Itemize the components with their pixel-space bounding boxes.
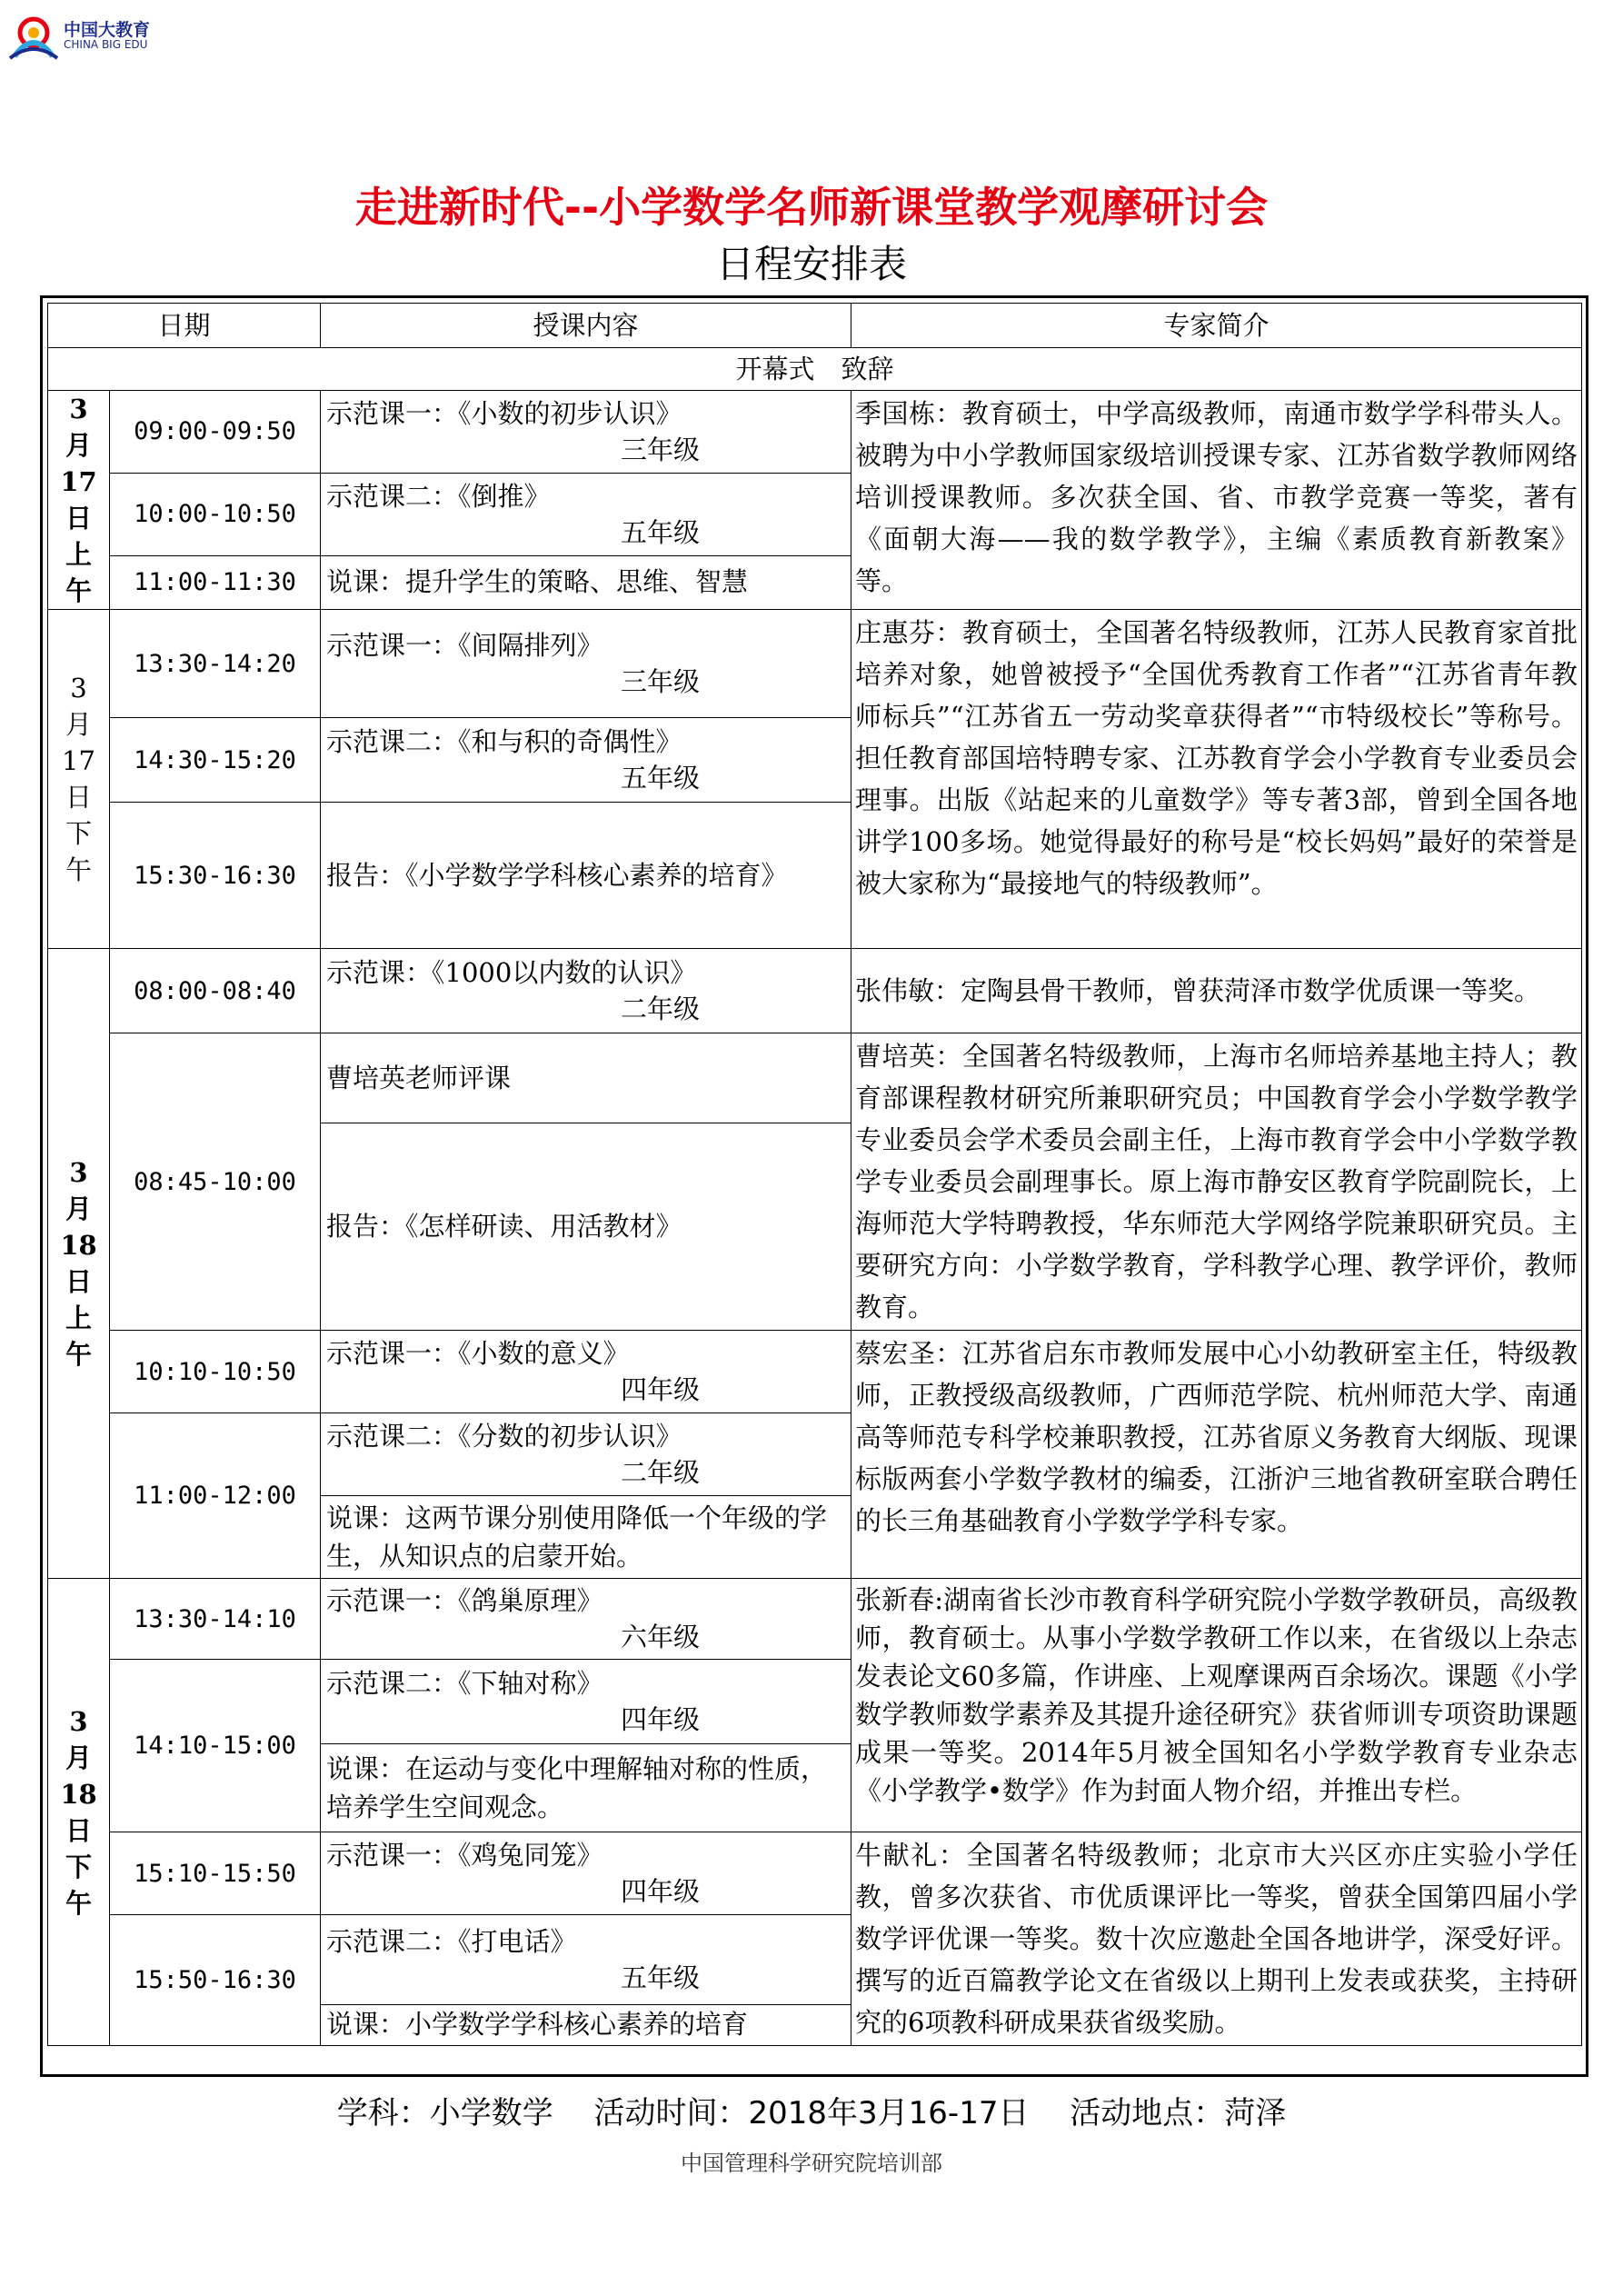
logo-cn-text: 中国大教育 [64,20,151,40]
lesson-title: 示范课二：《打电话》 [326,1925,577,1957]
lesson-title: 示范课二：《和与积的奇偶性》 [326,726,682,757]
session-time: 10:00-10:50 [110,473,321,555]
session-time: 15:30-16:30 [110,803,321,949]
table-row [48,1832,1582,1915]
lesson-title: 报告：《怎样研读、用活教材》 [321,1123,851,1331]
lesson-grade: 二年级 [621,1457,701,1488]
opening-ceremony: 开幕式 致辞 [48,348,1582,391]
lesson-title: 示范课一：《小数的初步认识》 [326,397,682,429]
expert-bio: 张伟敏：定陶县骨干教师，曾获菏泽市数学优质课一等奖。 [851,949,1582,1033]
lesson-cell [321,610,851,718]
lesson-title: 曹培英老师评课 [321,1033,851,1123]
lesson-title: 示范课一：《鸡兔同笼》 [326,1840,603,1871]
lesson-grade: 六年级 [621,1622,701,1652]
table-row [48,1579,1582,1660]
session-date: 3 月 18 日 上 午 [48,949,110,1579]
schedule-table [47,303,1582,2046]
session-time: 15:50-16:30 [110,1915,321,2046]
lesson-grade: 三年级 [621,666,701,697]
lesson-cell [321,1579,851,1660]
lesson-cell [321,1413,851,1496]
table-row [48,610,1582,718]
lesson-grade: 四年级 [621,1704,701,1735]
lesson-title: 示范课一：《间隔排列》 [326,630,603,661]
lesson-grade: 五年级 [621,516,701,548]
expert-bio: 牛献礼：全国著名特级教师；北京市大兴区亦庄实验小学任教，曾多次获省、市优质课评比一等奖，曾获全国第四届小学数学评优课一等奖。数十次应邀赴全国各地讲学，深受好评。撰写的近百篇教学论文在省级以上期刊上发表或获奖，主持研究的6项教科研成果获省级奖励。 [851,1832,1582,2046]
lesson-cell [321,1915,851,2005]
expert-bio: 蔡宏圣：江苏省启东市教师发展中心小幼教研室主任，特级教师，正教授级高级教师，广西师范学院、杭州师范大学、南通高等师范专科学校兼职教授，江苏省原义务教育大纲版、现课标版两套小学数学教材的编委，江浙沪三地省教研室联合聘任的长三角基础教育小学数学学科专家。 [851,1331,1582,1579]
lesson-cell [321,1660,851,1744]
page-title: 走进新时代--小学数学名师新课堂教学观摩研讨会 [354,183,1269,232]
opening-row [48,348,1582,391]
expert-bio: 张新春:湖南省长沙市教育科学研究院小学数学教研员，高级教师，教育硕士。从事小学数学教研工作以来，在省级以上杂志发表论文60多篇，作讲座、上观摩课两百余场次。课题《小学数学教师数学素养及其提升途径研究》获省师训专项资助课题成果一等奖。2014年5月被全国知名小学数学教育专业杂志《小学教学•数学》作为封面人物介绍，并推出专栏。 [851,1579,1582,1832]
session-time: 08:00-08:40 [110,949,321,1033]
lesson-title: 说课：提升学生的策略、思维、智慧 [321,555,851,609]
session-time: 13:30-14:10 [110,1579,321,1660]
lesson-cell [321,391,851,474]
lesson-grade: 三年级 [621,434,701,465]
session-time: 09:00-09:50 [110,391,321,474]
spacer-cell [321,2045,851,2046]
session-time: 13:30-14:20 [110,610,321,718]
lesson-cell [321,1331,851,1413]
lesson-title: 说课：小学数学学科核心素养的培育 [321,2004,851,2045]
session-time: 15:10-15:50 [110,1832,321,1915]
lesson-title: 示范课二：《下轴对称》 [326,1668,603,1699]
session-time: 11:00-11:30 [110,555,321,609]
table-row [48,949,1582,1033]
lesson-title: 示范课二：《分数的初步认识》 [326,1421,682,1452]
lesson-grade: 五年级 [621,763,701,794]
logo-en-text: CHINA BIG EDU [64,38,148,51]
expert-bio: 季国栋：教育硕士，中学高级教师，南通市数学学科带头人。被聘为中小学教师国家级培训授课专家、江苏省数学教师网络培训授课教师。多次获全国、省、市教学竞赛一等奖，著有《面朝大海——我的数学教学》，主编《素质教育新教案》等。 [851,391,1582,610]
lesson-grade: 四年级 [621,1876,701,1907]
expert-bio: 曹培英：全国著名特级教师，上海市名师培养基地主持人；教育部课程教材研究所兼职研究员；中国教育学会小学数学教学专业委员会学术委员会副主任，上海市教育学会中小学数学教学专业委员会副理事长。原上海市静安区教育学院副院长，上海师范大学特聘教授，华东师范大学网络学院兼职研究员。主要研究方向：小学数学教育，学科教学心理、教学评价，教师教育。 [851,1033,1582,1331]
header-row [48,304,1582,348]
header-date: 日期 [48,304,321,348]
lesson-cell [321,473,851,555]
logo-icon [7,13,60,60]
session-date: 3 月 17 日 下 午 [48,610,110,949]
lesson-title: 示范课一：《小数的意义》 [326,1338,630,1369]
session-date: 3 月 17 日 上 午 [48,391,110,610]
header-content: 授课内容 [321,304,851,348]
lesson-grade: 二年级 [621,993,701,1024]
lesson-title: 说课：这两节课分别使用降低一个年级的学生，从知识点的启蒙开始。 [321,1496,851,1579]
lesson-title: 示范课一：《鸽巢原理》 [326,1585,603,1616]
lesson-title: 报告：《小学数学学科核心素养的培育》 [321,803,851,949]
lesson-grade: 四年级 [621,1374,701,1405]
session-time: 08:45-10:00 [110,1033,321,1331]
table-row [48,391,1582,474]
header-expert: 专家简介 [851,304,1582,348]
page-subtitle: 日程安排表 [715,242,907,286]
logo [7,13,207,58]
session-time: 10:10-10:50 [110,1331,321,1413]
expert-bio: 庄惠芬：教育硕士，全国著名特级教师，江苏人民教育家首批培养对象，她曾被授予“全国优秀教育工作者”“江苏省青年教师标兵”“江苏省五一劳动奖章获得者”“市特级校长”等称号。担任教育部国培特聘专家、江苏教育学会小学教育专业委员会理事。出版《站起来的儿童数学》等专著3部，曾到全国各地讲学100多场。她觉得最好的称号是“校长妈妈”最好的荣誉是被大家称为“最接地气的特级教师”。 [851,610,1582,949]
lesson-cell [321,949,851,1033]
session-time: 11:00-12:00 [110,1413,321,1579]
session-time: 14:10-15:00 [110,1660,321,1832]
session-date: 3 月 18 日 下 午 [48,1579,110,2046]
lesson-title: 示范课：《1000以内数的认识》 [326,957,697,988]
session-time: 14:30-15:20 [110,718,321,803]
lesson-title: 示范课二：《倒推》 [326,480,551,512]
lesson-cell [321,1832,851,1915]
lesson-cell [321,718,851,803]
footer-info: 学科：小学数学 活动时间：2018年3月16-17日 活动地点：菏泽 [336,2095,1287,2131]
organization-name: 中国管理科学研究院培训部 [681,2151,942,2176]
table-row [48,1331,1582,1413]
lesson-grade: 五年级 [621,1962,701,1993]
lesson-title: 说课：在运动与变化中理解轴对称的性质，培养学生空间观念。 [321,1744,851,1832]
table-row [48,1033,1582,1123]
